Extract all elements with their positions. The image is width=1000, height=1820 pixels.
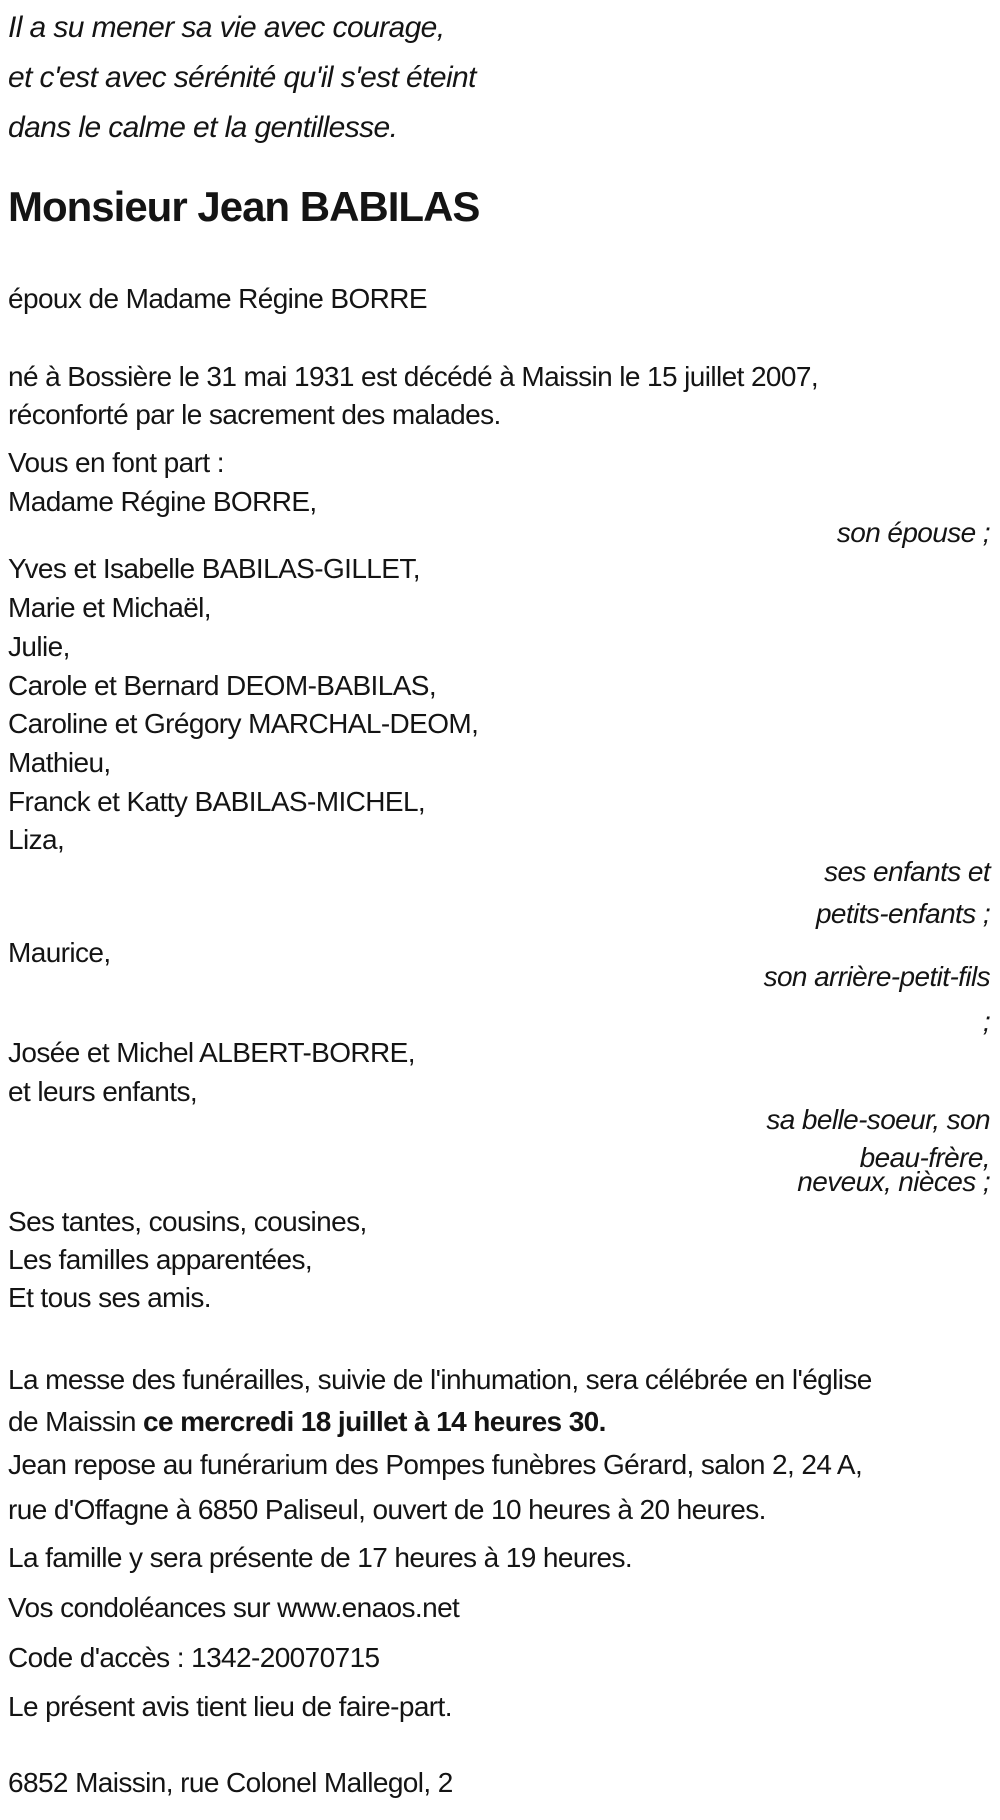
- mourner-child-4: Carole et Bernard DEOM-BABILAS,: [8, 670, 437, 701]
- mourner-others-3: Et tous ses amis.: [8, 1282, 211, 1313]
- relation-inlaws-3: neveux, nièces ;: [797, 1166, 990, 1197]
- repose-line-1: Jean repose au funérarium des Pompes funèbres Gérard, salon 2, 24 A,: [8, 1449, 863, 1480]
- mourner-child-8: Liza,: [8, 824, 65, 855]
- epitaph-line-1: Il a su mener sa vie avec courage,: [8, 11, 445, 44]
- relation-great-grandson-2: ;: [982, 1006, 990, 1037]
- ceremony-line: La messe des funérailles, suivie de l'inhumation, sera célébrée en l'église: [8, 1364, 872, 1395]
- relation-children-1: ses enfants et: [824, 856, 990, 887]
- life-line-2: réconforté par le sacrement des malades.: [8, 399, 501, 430]
- mourner-great-grandson: Maurice,: [8, 937, 111, 968]
- relation-inlaws-2: beau-frère,: [859, 1142, 990, 1173]
- mourner-child-3: Julie,: [8, 631, 70, 662]
- relation-children-2: petits-enfants ;: [815, 898, 990, 929]
- access-code-line: Code d'accès : 1342-20070715: [8, 1642, 380, 1673]
- mourner-child-5: Caroline et Grégory MARCHAL-DEOM,: [8, 708, 479, 739]
- mourner-others-1: Ses tantes, cousins, cousines,: [8, 1206, 367, 1237]
- mourner-inlaw-2: et leurs enfants,: [8, 1076, 198, 1107]
- ceremony-date-prefix: de Maissin: [8, 1406, 144, 1437]
- life-line-1: né à Bossière le 31 mai 1931 est décédé à Maissin le 15 juillet 2007,: [8, 361, 819, 392]
- condolences-line: Vos condoléances sur www.enaos.net: [8, 1592, 460, 1623]
- ceremony-date-bold: ce mercredi 18 juillet à 14 heures 30.: [143, 1406, 606, 1437]
- epitaph-line-3: dans le calme et la gentillesse.: [8, 111, 398, 144]
- relation-great-grandson-1: son arrière-petit-fils: [763, 961, 990, 992]
- address-line: 6852 Maissin, rue Colonel Mallegol, 2: [8, 1767, 453, 1798]
- mourner-others-2: Les familles apparentées,: [8, 1244, 313, 1275]
- relation-inlaws-1: sa belle-soeur, son: [766, 1104, 990, 1135]
- mourner-child-1: Yves et Isabelle BABILAS-GILLET,: [8, 553, 420, 584]
- mourner-inlaw-1: Josée et Michel ALBERT-BORRE,: [8, 1037, 415, 1068]
- spouse-line: époux de Madame Régine BORRE: [8, 283, 427, 314]
- deceased-name: Monsieur Jean BABILAS: [8, 183, 480, 230]
- presence-line: La famille y sera présente de 17 heures à 19 heures.: [8, 1542, 633, 1573]
- mourner-child-2: Marie et Michaël,: [8, 592, 211, 623]
- ceremony-date-line: [8, 1405, 990, 1439]
- relation-wife: son épouse ;: [836, 517, 990, 548]
- mourner-child-7: Franck et Katty BABILAS-MICHEL,: [8, 786, 426, 817]
- repose-line-2: rue d'Offagne à 6850 Paliseul, ouvert de 10 heures à 20 heures.: [8, 1494, 766, 1525]
- announcement-intro: Vous en font part :: [8, 447, 224, 478]
- legal-line: Le présent avis tient lieu de faire-part.: [8, 1691, 452, 1722]
- epitaph-line-2: et c'est avec sérénité qu'il s'est éteint: [8, 61, 476, 94]
- mourner-child-6: Mathieu,: [8, 747, 111, 778]
- mourner-wife-name: Madame Régine BORRE,: [8, 486, 317, 517]
